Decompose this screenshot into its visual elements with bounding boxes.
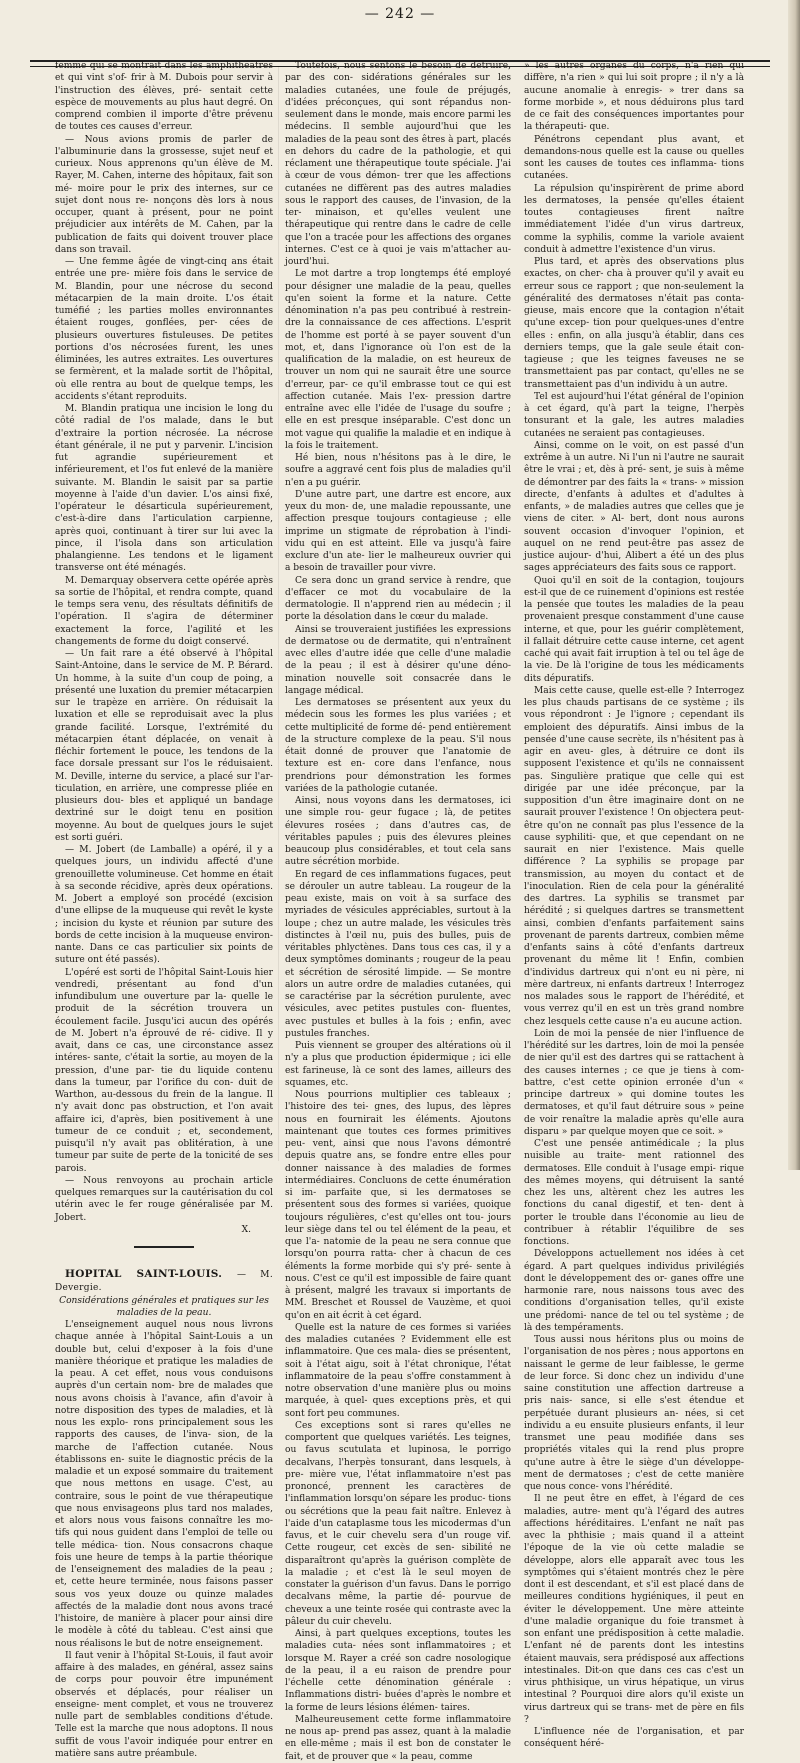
page-edge [788, 0, 800, 1170]
paragraph: Plus tard, et après des observations plus exactes, on cher- cha à prouver qu'il y avait eu erreur sous ce rapport ; que non-seulement la généralité des dermatoses n'était pas conta- gieuse, mais encore que la contagion n'était qu'une excep- tion pour quelques-unes d'entre elles : enfin, on alla jusqu'à établir, dans ces derniers temps, que la gale seule était con- tagieuse ; que les teignes faveuses ne se transmettaient pas par contact, qu'elles ne se transmettaient pas d'un individu à un autre. [524, 257, 744, 390]
paragraph: Puis viennent se grouper des altérations où il n'y a plus que production épidermique ; ici elle est farineuse, là ce sont des lames, ailleurs des squames, etc. [285, 1041, 511, 1088]
paragraph: Hé bien, nous n'hésitons pas à le dire, le soufre a aggravé cent fois plus de maladies qu'il n'en a pu guérir. [285, 453, 511, 488]
paragraph: Les dermatoses se présentent aux yeux du médecin sous les formes les plus variées ; et cette multiplicité de forme dé- pend entièrement de la structure complexe de la peau. S'il nous était donné de prouver que l'anatomie de texture est en- core dans l'enfance, nous prendrions pour démonstration les formes variées de la pathologie cutanée. [285, 698, 511, 794]
paragraph: — Une femme âgée de vingt-cinq ans était entrée une pre- mière fois dans le service de M. Blandin, pour une nécrose du second métacarpien de la main droite. L'os était tuméfié ; les parties molles environnantes étaient rouges, gonflées, per- cées de plusieurs ouvertures fistuleuses. De petites portions d'os nécrosées furent, les unes éliminées, les autres extraites. Les ouvertures se fermèrent, et la malade sortit de l'hôpital, où elle rentra au bout de quelque temps, les accidents s'étant reproduits. [55, 257, 273, 402]
paragraph: L'enseignement auquel nous nous livrons chaque année à l'hôpital Saint-Louis a un double but, celui d'exposer à la fois d'une manière théorique et pratique les maladies de la peau. A cet effet, nous vous conduisons auprès d'un certain nom- bre de malades que nous avons choisis à l'avance, afin d'avoir à notre disposition des types de maladies, et là nous les explo- rons principalement sous les rapports des causes, de l'inva- sion, de la marche de l'affection cutanée. Nous établissons en- suite le diagnostic précis de la maladie et un exposé sommaire du traitement que nous mettons en usage. C'est, au contraire, sous le point de vue thérapeutique que nous envisageons plus tard nos malades, et alors nous vous faisons connaître les mo- tifs qui nous guident dans l'emploi de telle ou telle médica- tion. Nous consacrons chaque fois une heure de temps à la partie théorique de l'enseignement des maladies de la peau ; et, cette heure terminée, nous faisons passer sous vos yeux douze ou quinze malades affectés de la maladie dont nous avons tracé l'histoire, de manière à placer pour ainsi dire le modèle à côté du tableau. C'est ainsi que nous réalisons le but de notre enseignement. [55, 1320, 273, 1649]
paragraph: Développons actuellement nos idées à cet égard. A part quelques individus privilégiés dont le développement des or- ganes offre une harmonie rare, nous naissons tous avec des conditions d'organisation telles, qu'il existe une prédomi- nance de tel ou tel système ; de là des tempéraments. [524, 1249, 744, 1333]
paragraph: Il ne peut être en effet, à l'égard de ces maladies, autre- ment qu'à l'égard des autres affections héréditaires. L'enfant ne naît pas avec la phthisie ; mais quand il a atteint l'époque de la vie où cette maladie se développe, alors elle apparaît avec tous les symptômes qui s'étaient montrés chez le père dont il est descendant, et s'il est placé dans de meilleures conditions hygiéniques, il peut en éviter le développement. Une mère atteinte d'une maladie organique du foie transmet à son enfant une prédisposition à cette maladie. L'enfant né de parents dont les intestins étaient mauvais, sera prédisposé aux affections intestinales. Dit-on que dans ces cas c'est un virus phthisique, un virus hépatique, un virus intestinal ? Pourquoi dire alors qu'il existe un virus dartreux qui se trans- met de père en fils ? [524, 1494, 744, 1725]
paragraph: Ces exceptions sont si rares qu'elles ne comportent que quelques variétés. Les teignes, ou favus scutulata et lupinosa, le porrigo decalvans, l'herpès tonsurant, dans lesquels, à pre- mière vue, l'état inflammatoire n'est pas prononcé, prennent les caractères de l'inflammation lorsqu'on sépare les produc- tions ou sécrétions que la peau fait naître. Enlevez à l'aide d'un cataplasme tous les micodermas d'un favus, et le cuir chevelu sera d'un rouge vif. Cette rougeur, cet excès de sen- sibilité ne disparaîtront qu'après la guérison complète de la maladie ; et c'est là le seul moyen de constater la guérison d'un favus. Dans le porrigo decalvans même, la partie dé- pourvue de cheveux a une teinte rosée qui contraste avec la pâleur du cuir chevelu. [285, 1420, 511, 1627]
paragraph: En regard de ces inflammations fugaces, peut se dérouler un autre tableau. La rougeur de la peau existe, mais on voit à sa surface des myriades de vésicules appréciables, surtout à la loupe ; chez un autre malade, les vésicules très distinctes à l'œil nu, puis des bulles, puis de véritables phlyctènes. Dans tous ces cas, il y a deux symptômes dominants ; rougeur de la peau et sécrétion de sérosité limpide. — Se montre alors un autre ordre de maladies cutanées, qui se caractérise par la sécrétion purulente, avec vésicules, avec petites pustules con- fluentes, avec pustules et bulles à la fois ; enfin, avec pustules franches. [285, 869, 511, 1039]
paragraph: Ainsi se trouveraient justifiées les expressions de dermatose ou de dermatite, qui n'entraînent avec elles d'autre idée que celle d'une maladie de la peau ; il est à désirer qu'une déno- mination nouvelle soit consacrée dans le langage médical. [285, 624, 511, 696]
paragraph: Ainsi, à part quelques exceptions, toutes les maladies cuta- nées sont inflammatoires ; et lorsque M. Rayer a créé son cadre nosologique de la peau, il a eu raison de prendre pour l'échelle cette dénomination générale : Inflammations distri- buées d'après le nombre et la forme de leurs lésions élémen- taires. [285, 1629, 511, 1713]
paragraph: M. Demarquay observera cette opérée après sa sortie de l'hôpital, et rendra compte, quand le temps sera venu, des résultats définitifs de l'opération. Il s'agira de déterminer exactement la force, l'agilité et les changements de forme du doigt conservé. [55, 575, 273, 647]
paragraph: — Nous avions promis de parler de l'albuminurie dans la grossesse, sujet neuf et curieux. Nous apprenons qu'un élève de M. Rayer, M. Cahen, interne des hôpitaux, fait son mé- moire pour le prix des internes, sur ce sujet dont nous re- nonçons dès lors à nous occuper, quant à présent, pour ne point préjudicier aux intérêts de M. Cahen, par la publication de faits qui doivent trouver place dans son travail. [55, 134, 273, 255]
column-1 [55, 60, 273, 1759]
section-title [55, 1268, 273, 1295]
paragraph: — Nous renvoyons au prochain article quelques remarques sur la cautérisation du col utérin avec le fer rouge généralisée par M. Jobert. [55, 1175, 273, 1223]
paragraph: Il faut venir à l'hôpital St-Louis, il faut avoir affaire à des malades, en général, assez sains de corps pour pouvoir être impunément observés et déplacés, pour réaliser un enseigne- ment complet, et vous ne trouverez nulle part de semblables conditions d'étude. Telle est la marche que nous adoptons. Il nous suffit de vous l'avoir indiquée pour entrer en matière sans autre préambule. [55, 1650, 273, 1759]
paragraph: Le mot dartre a trop longtemps été employé pour désigner une maladie de la peau, quelles qu'en soient la forme et la nature. Cette dénomination n'a pas peu contribué à restrein- dre la connaissance de ces affections. L'esprit de l'homme est porté à se payer souvent d'un mot, et, dans l'ignorance où l'on est de la qualification de la maladie, on est heureux de trouver un nom qui ne saurait être une source d'erreur, par- ce qu'il embrasse tout ce qui est affection cutanée. Mais l'ex- pression dartre entraîne avec elle l'idée de l'usage du soufre ; elle en est presque inséparable. C'est donc un mot vague qui qualifie la maladie et en indique à la fois le traitement. [285, 269, 511, 451]
paragraph: — Un fait rare a été observé à l'hôpital Saint-Antoine, dans le service de M. P. Bérard. Un homme, à la suite d'un coup de poing, a présenté une luxation du premier métacarpien sur le trapèze en arrière. On réduisait la luxation et elle se reproduisait avec la plus grande facilité. Lorsque, l'extrémité du métacarpien étant déplacée, on venait à fléchir fortement le pouce, les tendons de la face dorsale pressant sur l'os le réduisaient. M. Deville, interne du service, a placé sur l'ar- ticulation, en arrière, une compresse pliée en plusieurs dou- bles et appliqué un bandage dextriné sur le doigt tenu en position moyenne. Au bout de quelques jours le sujet est sorti guéri. [55, 649, 273, 843]
section-separator [134, 1246, 194, 1248]
section-author: — M. Devergie. [55, 1270, 273, 1294]
paragraph: Ce sera donc un grand service à rendre, que d'effacer ce mot du vocabulaire de la dermatologie. Il n'apprend rien au médecin ; il porte la désolation dans le cœur du malade. [285, 575, 511, 623]
paragraph: Malheureusement cette forme inflammatoire ne nous ap- prend pas assez, quant à la maladie en elle-même ; mais il est bon de constater le fait, et de prouver que « la peau, comme [285, 1714, 511, 1762]
paragraph: Nous pourrions multiplier ces tableaux ; l'histoire des tei- gnes, des lupus, des lèpres nous en fournirait les éléments. Ajoutons maintenant que toutes ces formes primitives peu- vent, ainsi que nous l'avons démontré depuis quatre ans, se fondre entre elles pour donner naissance à des maladies de formes intermédiaires. Concluons de cette énumération si im- parfaite que, si les dermatoses se présentent sous des formes si variées, quoique toujours régulières, c'est qu'elles ont tou- jours leur siège dans tel ou tel élément de la peau, et que l'a- natomie de la peau ne sera connue que lorsqu'on pourra ratta- cher à chacun de ces éléments la forme morbide qui s'y pré- sente à nous. C'est ce qu'il est impossible de faire quant à présent, malgré les travaux si importants de MM. Breschet et Roussel de Vauzème, et quoi qu'on en ait écrit à cet égard. [285, 1090, 511, 1321]
paragraph: Quelle est la nature de ces formes si variées des maladies cutanées ? Evidemment elle est inflammatoire. Que ces mala- dies se présentent, soit à l'état aigu, soit à l'état chronique, l'état inflammatoire de la peau s'offre constamment à notre observation d'une manière plus ou moins marquée, à quel- ques exceptions près, et qui sont fort peu communes. [285, 1322, 511, 1419]
paragraph: Tous aussi nous héritons plus ou moins de l'organisation de nos pères ; nous apportons en naissant le germe de leur faiblesse, le germe de leur force. Si donc chez un individu d'une saine constitution une affection dartreuse a pris nais- sance, si elle s'est étendue et perpétuée durant plusieurs an- nées, si cet individu a eu ensuite plusieurs enfants, il leur transmet une peau modifiée dans ses propriétés vitales qui la rend plus propre qu'une autre à être le siège d'un développe- ment de dermatoses ; c'est de cette manière que nous conce- vons l'hérédité. [524, 1335, 744, 1492]
paragraph: Ainsi, comme on le voit, on est passé d'un extrême à un autre. Ni l'un ni l'autre ne saurait être le vrai ; et, dès à pré- sent, je suis à même de démontrer par des faits la « trans- » mission directe, d'enfants à adultes et d'adultes à enfants, » de maladies autres que celles que je viens de citer. » Al- bert, dont nous aurons souvent occasion d'invoquer l'opinion, et auquel on ne rend peut-être pas assez de justice aujour- d'hui, Alibert a été un des plus sages appréciateurs des faits sous ce rapport. [524, 440, 744, 574]
paragraph: Pénétrons cependant plus avant, et demandons-nous quelle est la cause ou quelles sont les causes de toutes ces inflamma- tions cutanées. [524, 134, 744, 182]
paragraph: M. Blandin pratiqua une incision le long du côté radial de l'os malade, dans le but d'extraire la portion nécrosée. La nécrose étant générale, il ne put y parvenir. L'incision fut agrandie supérieurement et inférieurement, et l'os fut enlevé de la manière suivante. M. Blandin le saisit par sa partie moyenne à l'aide d'un davier. L'os ainsi fixé, l'opérateur le désarticula supérieurement, c'est-à-dire dans l'articulation carpienne, après quoi, continuant à tirer sur lui avec la pince, il l'isola dans son articulation phalangienne. Les tendons et le ligament transverse ont été ménagés. [55, 404, 273, 574]
column-3 [524, 60, 744, 1750]
paragraph: — M. Jobert (de Lamballe) a opéré, il y a quelques jours, un individu affecté d'une grenouillette volumineuse. Cet homme en était à sa seconde récidive, après deux opérations. M. Jobert a employé son procédé (excision d'une ellipse de la muqueuse qui revêt le kyste ; incision du kyste et réunion par suture des bords de cette incision à la muqueuse environ- nante. Dans ce cas particulier six points de suture ont été passés). [55, 845, 273, 966]
paragraph: La répulsion qu'inspirèrent de prime abord les dermatoses, la pensée qu'elles étaient toutes contagieuses firent naître immédiatement l'idée d'un virus dartreux, comme la syphilis, comme la variole avaient conduit à admettre l'existence d'un virus. [524, 183, 744, 255]
paragraph: L'influence née de l'organisation, et par conséquent héré- [524, 1727, 744, 1750]
paragraph: Quoi qu'il en soit de la contagion, toujours est-il que de ce ruinement d'opinions est restée la pensée que toutes les maladies de la peau provenaient presque constamment d'une cause interne, et que, pour les guérir complètement, il fallait détruire cette cause interne, cet agent caché qui avait fait irruption à tel ou tel âge de la vie. De là l'origine de tous les médicaments dits dépuratifs. [524, 575, 744, 684]
paragraph: C'est une pensée antimédicale ; la plus nuisible au traite- ment rationnel des dermatoses. Elle conduit à l'usage empi- rique des mêmes moyens, qui détruisent la santé chez les uns, altèrent chez les autres les fonctions du canal digestif, et ten- dent à porter le trouble dans l'économie au lieu de contribuer à rétablir l'équilibre de ses fonctions. [524, 1139, 744, 1247]
paragraph: Tel est aujourd'hui l'état général de l'opinion à cet égard, qu'à part la teigne, l'herpès tonsurant et la gale, les autres maladies cutanées ne seraient pas contagieuses. [524, 391, 744, 439]
paragraph: L'opéré est sorti de l'hôpital Saint-Louis hier vendredi, présentant au fond d'un infundibulum une ouverture par la- quelle le produit de la sécrétion trouvera un écoulement facile. Jusqu'ici aucun des opérés de M. Jobert n'a éprouvé de ré- cidive. Il y avait, dans ce cas, une circonstance assez intéres- sante, c'était la sortie, au moyen de la pression, d'une par- tie du liquide contenu dans la tumeur, par l'orifice du con- duit de Warthon, au-dessous du frein de la langue. Il n'y avait donc pas obstruction, et l'on avait affaire ici, d'après, bien positivement à une tumeur de ce conduit ; et, secondement, puisqu'il n'y avait pas oblitération, à une tumeur par suite de perte de la tonicité de ses parois. [55, 967, 273, 1174]
column-divider [278, 66, 279, 1161]
paragraph: Loin de moi la pensée de nier l'influence de l'hérédité sur les dartres, loin de moi la pensée de nier qu'il est des dartres qui se rattachent à des causes internes ; ce que je tiens à com- battre, c'est cette opinion erronée d'un « principe dartreux » qui domine toutes les dermatoses, et qu'il faut détruire sous » peine de voir renaître la maladie après qu'elle aura disparu » par quelque moyen que ce soit. » [524, 1028, 744, 1137]
signature: X. [241, 1224, 251, 1235]
paragraph: Mais cette cause, quelle est-elle ? Interrogez les plus chauds partisans de ce système ; ils vous répondront : Je l'ignore ; cependant ils emploient des dépuratifs. Ainsi imbus de la pensée d'une cause secrète, ils n'hésitent pas à agir en aveu- gles, à détruire ce dont ils supposent l'existence et qu'ils ne connaissent pas. Singulière pratique que celle qui est dirigée par une idée préconçue, par la supposition d'un être imaginaire dont on ne saurait prouver l'existence ! On objectera peut- être qu'on ne connaît pas plus l'essence de la cause syphiliti- que, et que cependant on ne saurait en nier l'existence. Mais quelle différence ? La syphilis se propage par transmission, au moyen du contact et de l'inoculation. Rien de cela pour la généralité des dartres. La syphilis se transmet par hérédité ; si quelques dartres se transmettent ainsi, combien d'enfants parfaitement sains provenant de parents dartreux, combien même d'enfants sains à côté d'enfants dartreux provenant du même lit ! Enfin, combien d'individus dartreux qui n'ont eu ni père, ni mère dartreux, ni enfants dartreux ! Interrogez nos malades sous le rapport de l'hérédité, et vous verrez qu'il en est un très grand nombre chez lesquels cette cause n'a eu aucune action. [524, 685, 744, 1027]
column-2 [285, 60, 511, 1762]
paragraph: » les autres organes du corps, n'a rien qui diffère, n'a rien » qui lui soit propre ; il n'y a là aucune anomalie à enregis- » trer dans sa forme morbide », et nous déduirons plus tard de ce fait des conséquences importantes pour la thérapeuti- que. [524, 61, 744, 133]
section-subtitle: Considérations générales et pratiques sur les maladies de la peau. [59, 1295, 269, 1318]
page-number: — 242 — [364, 6, 436, 22]
paragraph: femme qui se montrait dans les amphithéâtres et qui vint s'of- frir à M. Dubois pour servir à l'instruction des élèves, pré- sentait cette espèce de mouvements au plus haut degré. On comprend combien il importe d'être prévenu de toutes ces causes d'erreur. [55, 61, 273, 133]
section-title-text: HOPITAL SAINT-LOUIS. [65, 1268, 223, 1280]
paragraph: Ainsi, nous voyons dans les dermatoses, ici une simple rou- geur fugace ; là, de petites élevures rosées ; dans d'autres cas, de véritables papules ; puis des élevures pleines beaucoup plus considérables, et tout cela sans autre sécrétion morbide. [285, 796, 511, 868]
paragraph: Toutefois, nous sentons le besoin de détruire, par des con- sidérations générales sur les maladies cutanées, une foule de préjugés, d'idées préconçues, qui sont répandus non-seulement dans le monde, mais encore parmi les médecins. Il semble aujourd'hui que les maladies de la peau sont des êtres à part, placés en dehors du cadre de la pathologie, et qui réclament une thérapeutique toute spéciale. J'ai à cœur de vous démon- trer que les affections cutanées ne diffèrent pas des autres maladies sous le rapport des causes, de l'invasion, de la ter- minaison, et qu'elles veulent une thérapeutique qui rentre dans le cadre de celle que l'on a tracée pour les affections des organes internes. C'est ce à quoi je vais m'attacher au- jourd'hui. [285, 61, 511, 267]
paragraph: D'une autre part, une dartre est encore, aux yeux du mon- de, une maladie repoussante, une affection presque toujours contagieuse ; elle imprime un stigmate de réprobation à l'indi- vidu qui en est atteint. Elle va jusqu'à faire exclure d'un ate- lier le malheureux ouvrier qui a besoin de travailler pour vivre. [285, 489, 511, 574]
